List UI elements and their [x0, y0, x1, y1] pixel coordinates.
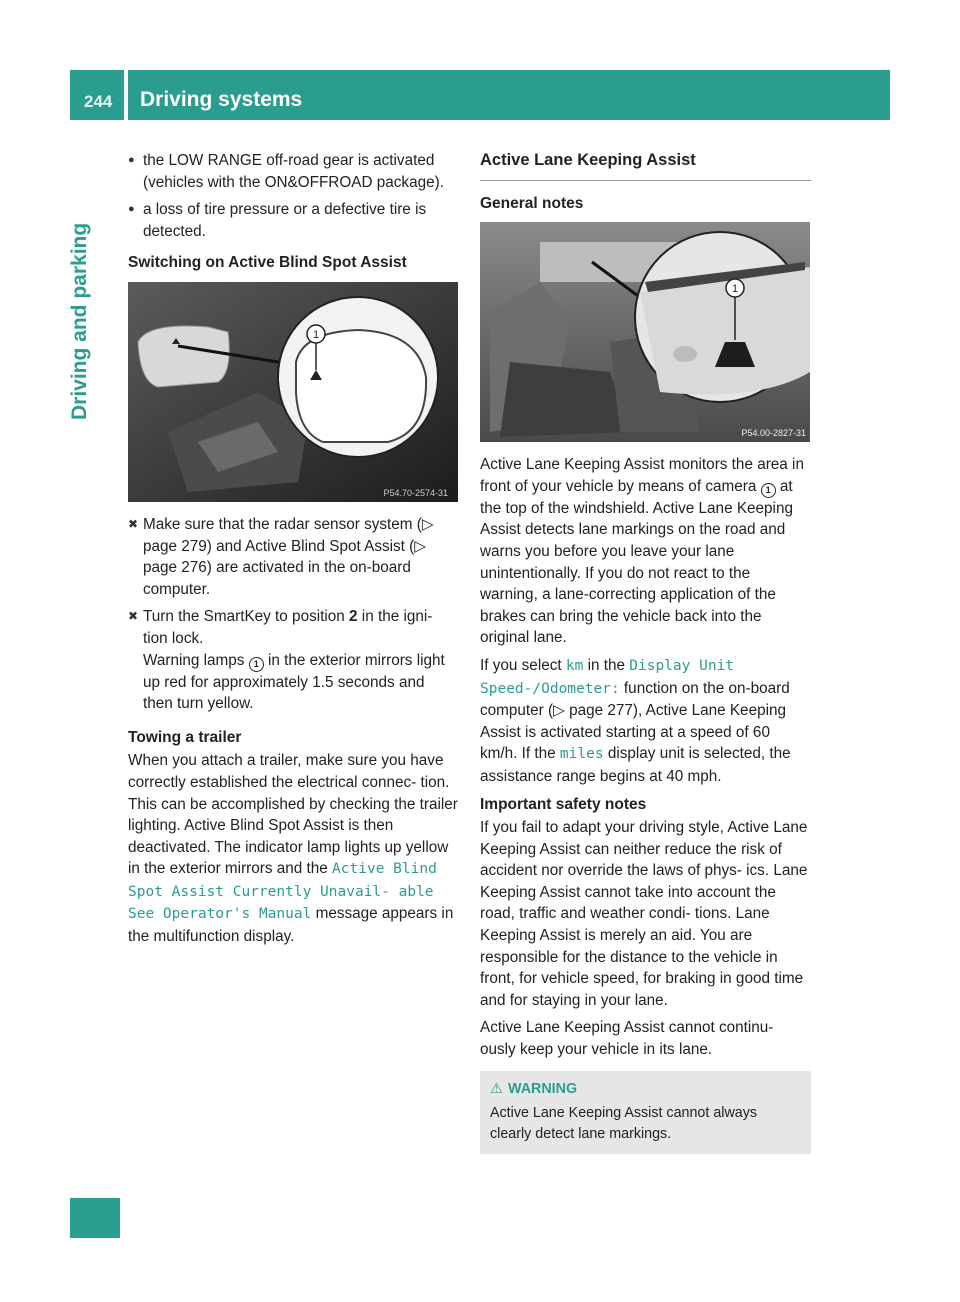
instruction-step: ✖ Turn the SmartKey to position 2 in the igni- tion lock. Warning lamps 1 in the exterior mirrors light up red for approximately 1.5 seconds and then turn yellow. [128, 608, 445, 713]
warning-title: ⚠ WARNING [490, 1079, 801, 1100]
safety-paragraph: If you fail to adapt your driving style, Active Lane Keeping Assist can neither reduce the risk of accident nor override the laws of phys- ics. Lane Keeping Assist cannot take into account the road, traffic and weather condi- tions. Lane Keeping Assist is merely an aid. You are responsible for the distance to the vehicle in front, for vehicle speed, for braking in good time and for staying in your lane. [480, 819, 808, 1009]
bullet-item: ● a loss of tire pressure or a defective tire is detected. [128, 199, 458, 242]
step-arrow-icon: ✖ [128, 516, 139, 531]
display-unit-menu: Display Unit Speed-/Odometer: [480, 657, 735, 697]
page-header [70, 70, 890, 120]
right-column [480, 150, 811, 1154]
step-arrow-icon: ✖ [128, 609, 139, 624]
svg-text:1: 1 [731, 283, 739, 296]
side-tab-label: Driving and parking [68, 222, 91, 420]
general-paragraph: Active Lane Keeping Assist monitors the area in front of your vehicle by means of camera 1 at the top of the windshield. Active Lane Keeping Assist detects lane markings on the road and warns you before you leave your lane unintentionally. If you do not react to the warning, a lane-correcting application of the brakes can bring the vehicle back into the original lane. [480, 456, 804, 647]
svg-text:1: 1 [312, 328, 320, 341]
callout-1-icon: 1 [249, 657, 264, 672]
heading-safety: Important safety notes [480, 795, 647, 813]
heading-switching: Switching on Active Blind Spot Assist [128, 254, 407, 272]
header-divider [124, 70, 128, 120]
display-message: Active Blind Spot Assist Currently Unavail‐ able See Operator's Manual [128, 861, 437, 923]
units-paragraph: If you select km in the Display Unit Speed-/Odometer: function on the on-board computer (▷ page 277), Active Lane Keeping Assist is activated starting at a speed of 60 km/h. If the miles display unit is selected, the assistance range begins at 40 mph. [480, 656, 791, 785]
figure-code: P54.00-2827-31 [741, 428, 806, 439]
section-heading: Active Lane Keeping Assist [480, 150, 811, 181]
heading-trailer: Towing a trailer [128, 728, 242, 746]
callout-1-icon: 1 [761, 483, 776, 498]
heading-general: General notes [480, 194, 584, 212]
warning-triangle-icon: ⚠ [490, 1080, 503, 1097]
warning-box [480, 1071, 811, 1155]
warning-text: Active Lane Keeping Assist cannot always clearly detect lane markings. [490, 1105, 758, 1142]
page-number: 244 [84, 92, 113, 111]
instruction-step: ✖ Make sure that the radar sensor system (▷ page 279) and Active Blind Spot Assist (▷ page 276) are activated in the on-board computer. [128, 515, 434, 598]
mirror-illustration [128, 282, 458, 502]
left-column [128, 150, 458, 954]
trailer-paragraph: When you attach a trailer, make sure you have correctly established the electrical connec- tion. This can be accomplished by checking the trailer lighting. Active Blind Spot Assist is then deactivated. The indicator lamp lights up yellow in the exterior mirrors and the Active Blind Spot Assist Currently Unavail‐ able See Operator's Manual message appears in the multifunction display. [128, 752, 458, 946]
mirror-figure [128, 282, 458, 502]
side-tab-marker [70, 1198, 120, 1238]
figure-code: P54.70-2574-31 [383, 487, 448, 498]
camera-illustration [480, 222, 810, 442]
km-option: km [565, 657, 584, 674]
safety-paragraph-2: Active Lane Keeping Assist cannot continu- ously keep your vehicle in its lane. [480, 1019, 774, 1059]
camera-figure [480, 222, 810, 442]
bullet-item: ● the LOW RANGE off-road gear is activated (vehicles with the ON&OFFROAD package). [128, 150, 458, 193]
miles-option: miles [559, 746, 604, 763]
section-title: Driving systems [140, 88, 303, 111]
